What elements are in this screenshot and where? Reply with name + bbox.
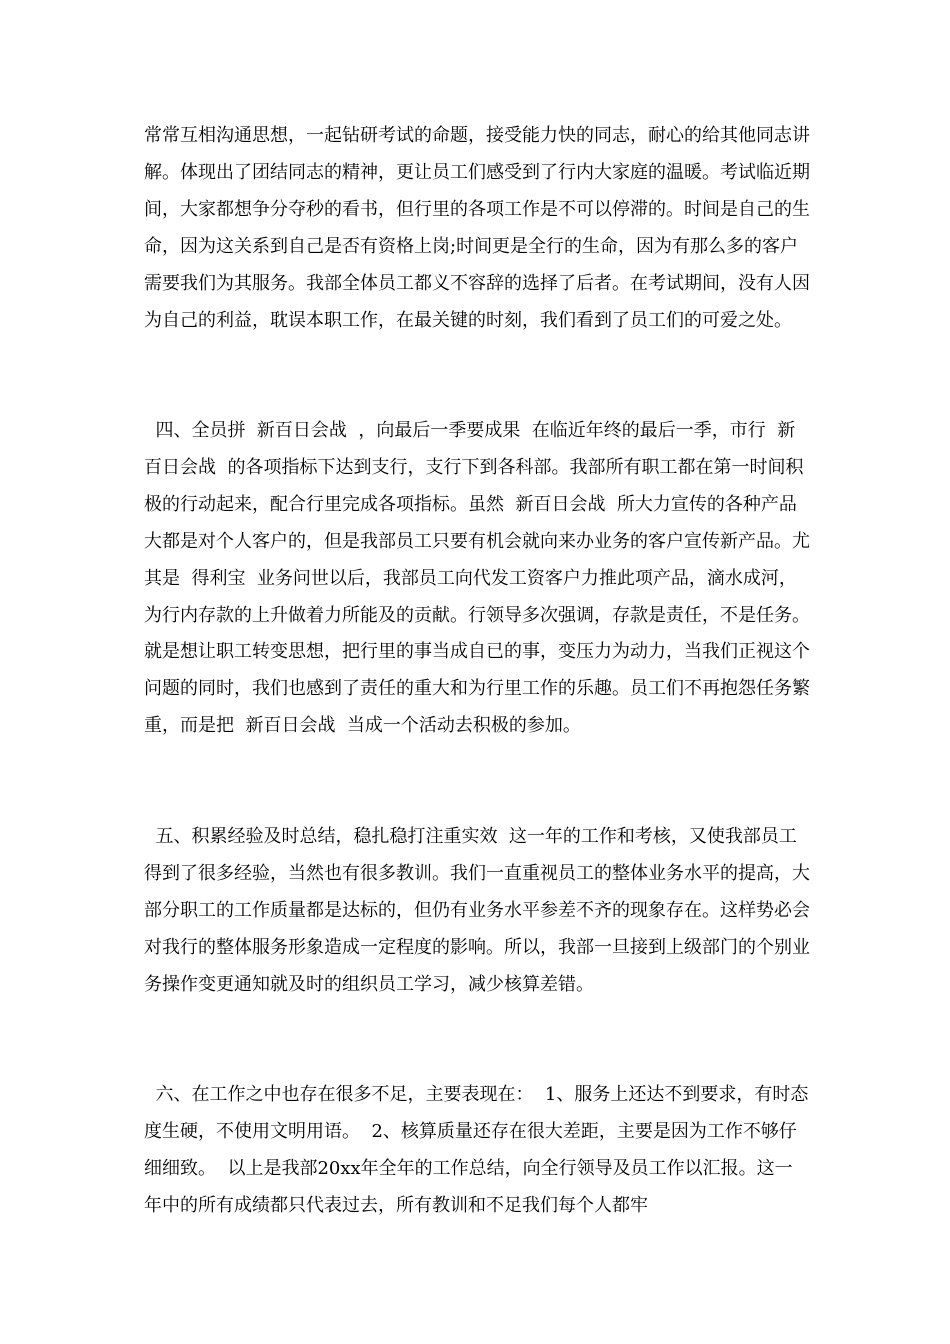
paragraph-text: 常常互相沟通思想，一起钻研考试的命题，接受能力快的同志，耐心的给其他同志讲解。体现出了团结同志的精神，更让员工们感受到了行内大家庭的温暖。考试临近期间，大家都想争分夺秒的看书，但行里的各项工作是不可以停滞的。时间是自己的生命，因为这关系到自己是否有资格上岗;时间更是全行的生命，因为有那么多的客户需要我们为其服务。我部全体员工都义不容辞的选择了后者。在考试期间，没有人因为自己的利益，耽误本职工作，在最关键的时刻，我们看到了员工们的可爱之处。: [144, 125, 810, 331]
paragraph-text: 五、积累经验及时总结，稳扎稳打注重实效 这一年的工作和考核，又使我部员工得到了很多经验，当然也有很多教训。我们一直重视员工的整体业务水平的提高，大部分职工的工作质量都是达标的，但仍有业务水平参差不齐的现象存在。这样势必会对我行的整体服务形象造成一定程度的影响。所以，我部一旦接到上级部门的个别业务操作变更通知就及时的组织员工学习，减少核算差错。: [144, 826, 810, 995]
paragraph-section-six: [144, 1077, 810, 1225]
paragraph-section-four: [144, 413, 810, 745]
paragraph-teamwork: [144, 118, 810, 339]
paragraph-section-five: [144, 819, 810, 1004]
paragraph-text: 六、在工作之中也存在很多不足，主要表现在： 1、服务上还达不到要求，有时态度生硬，不使用文明用语。 2、核算质量还存在很大差距，主要是因为工作不够仔细细致。 以上是我部20xx年全年的工作总结，向全行领导及员工作以汇报。这一年中的所有成绩都只代表过去，所有教训和不足我们每个人都牢: [144, 1084, 809, 1216]
paragraph-text: 四、全员拼 新百日会战 ，向最后一季要成果 在临近年终的最后一季，市行 新百日会战 的各项指标下达到支行，支行下到各科部。我部所有职工都在第一时间积极的行动起来，配合行里完成各项指标。虽然 新百日会战 所大力宣传的各种产品大都是对个人客户的，但是我部员工只要有机会就向来办业务的客户宣传新产品。尤其是 得利宝 业务问世以后，我部员工向代发工资客户力推此项产品，滴水成河，为行内存款的上升做着力所能及的贡献。行领导多次强调，存款是责任，不是任务。就是想让职工转变思想，把行里的事当成自已的事，变压力为动力，当我们正视这个问题的同时，我们也感到了责任的重大和为行里工作的乐趣。员工们不再抱怨任务繁重，而是把 新百日会战 当成一个活动去积极的参加。: [144, 420, 810, 737]
